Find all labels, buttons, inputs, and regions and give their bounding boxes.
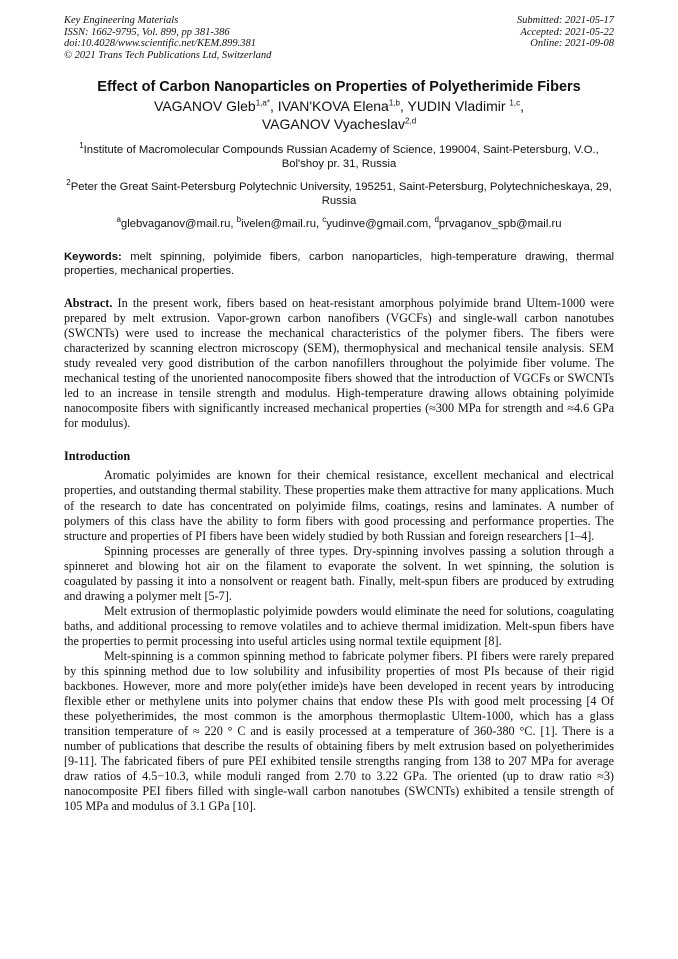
issn-line: ISSN: 1662-9795, Vol. 899, pp 381-386 — [64, 26, 230, 38]
affiliation-2 — [64, 180, 614, 208]
online-date: Online: 2021-09-08 — [530, 38, 614, 49]
doi-line: doi:10.4028/www.scientific.net/KEM.899.381 — [64, 38, 256, 49]
email: glebvaganov@mail.ru, — [120, 218, 237, 230]
author-sup: 2,d — [405, 116, 417, 126]
affiliation-text: Institute of Macromolecular Compounds Russian Academy of Science, 199004, Saint-Petersburg, V.O., Bol'shoy pr. 31, Russia — [83, 144, 599, 170]
email-sup: c — [322, 215, 327, 225]
affiliation-text: Peter the Great Saint-Petersburg Polytechnic University, 195251, Saint-Petersburg, Polytechnicheskaya, 29, Russia — [70, 181, 612, 207]
email-sup: a — [116, 215, 121, 225]
author-sup: 1,a* — [255, 98, 270, 108]
journal-header — [64, 15, 614, 61]
affiliation-sup: 1 — [79, 141, 84, 151]
keywords-text: melt spinning, polyimide fibers, carbon nanoparticles, high-temperature drawing, thermal properties, mechanical properties. — [64, 251, 614, 277]
author-name: IVAN'KOVA Elena — [277, 98, 389, 114]
author-name: VAGANOV Vyacheslav — [261, 116, 406, 132]
intro-paragraph-3: Melt extrusion of thermoplastic polyimide powders would eliminate the need for solutions, coagulating baths, and additional processing to remove volatiles and to achieve thermal imidization. Melt-spun fibers have the properties to permit processing into useful articles using normal textile equipment [8]. — [64, 603, 614, 648]
author-list — [64, 97, 614, 133]
affiliation-1 — [64, 143, 614, 171]
intro-paragraph-4: Melt-spinning is a common spinning method to fabricate polymer fibers. PI fibers were rarely prepared by this spinning method due to low solubility and infusibility properties of most PIs because of their rigid backbones. However, more and more poly(ether imide)s have been developed in recent years by introducing flexible ether or methylene units into polymer chains that endow these PIs with good melt processing [4 Of these polyetherimides, the most common is the amorphous thermoplastic Ultem-1000, which has a glass transition temperature of ≈ 220 ° C and is easily processed at a temperature of 360-380 °C. [1]. There is a number of publications that describe the results of obtaining fibers by melt extrusion based on polyetherimides [9-11]. The fabricated fibers of pure PEI exhibited tensile strengths ranging from 138 to 207 MPa for average draw ratios of 4.5−10.3, while moduli ranged from 2.70 to 3.22 GPa. The oriented (up to draw ratio ≈3) nanocomposite PEI fibers filled with single-wall carbon nanotubes (SWCNTs) exhibited a tensile strength of 105 MPa and modulus of 3.1 GPa [10]. — [64, 648, 614, 814]
email-sup: d — [434, 215, 439, 225]
author-name: YUDIN Vladimir — [407, 98, 510, 114]
paper-page — [64, 15, 614, 815]
abstract-text: In the present work, fibers based on heat-resistant amorphous polyimide brand Ultem-1000 were prepared by melt extrusion. Vapor-grown carbon nanofibers (VGCFs) and single-wall carbon nanotubes (SWCNTs) were used to increase the mechanical characteristics of the polymer fibers. The fibers were characterized by scanning electron microscopy (SEM), thermophysical and mechanical tensile analysis. SEM study revealed very good distribution of the carbon nanofillers throughout the polyimide fiber volume. The mechanical testing of the unoriented nanocomposite fibers showed that the introduction of VGCFs or SWCNTs led to an increase in tensile strength and modulus. High-temperature drawing allows obtaining polyimide nanocomposite fibers with significantly increased mechanical properties (≈300 MPa for strength and ≈4.6 GPa for modulus). — [64, 296, 614, 431]
introduction-heading: Introduction — [64, 449, 131, 464]
submitted-date: Submitted: 2021-05-17 — [516, 15, 614, 26]
affiliation-sup: 2 — [66, 178, 71, 188]
journal-info — [64, 15, 271, 61]
email: ivelen@mail.ru, — [241, 218, 323, 230]
author-line-1: VAGANOV Gleb$^{1,a*}$, IVAN'KOVA Elena$^{1,b}$, YUDIN Vladimir $^{1,c}$, — [154, 98, 524, 114]
author-sup: 1,b — [388, 98, 400, 108]
intro-paragraph-1: Aromatic polyimides are known for their chemical resistance, excellent mechanical and electrical properties, and outstanding thermal stability. These properties make them attractive for many applications. Much of the research to date has concentrated on polyimide films, coatings, resins and laminates. A number of polymers of this class have the ability to form fibers with good processing and performance properties. The structure and properties of PI fibers have been widely studied by both Russian and foreign researchers [1–4]. — [64, 468, 614, 543]
email: prvaganov_spb@mail.ru — [438, 218, 562, 230]
paper-title: Effect of Carbon Nanoparticles on Properties of Polyetherimide Fibers — [97, 79, 581, 95]
publication-dates — [517, 15, 614, 61]
author-line-2 — [64, 115, 614, 133]
accepted-date: Accepted: 2021-05-22 — [520, 26, 614, 38]
keywords — [64, 251, 614, 278]
email: yudinve@gmail.com, — [326, 218, 435, 230]
intro-paragraph-2: Spinning processes are generally of three types. Dry-spinning involves passing a solution through a spinneret and blowing hot air on the filament to evaporate the solvent. In wet spinning, the solution is coagulated by passing it into a nonsolvent or reagent bath. Finally, melt-spun fibers are produced by extruding and drawing a polymer melt [5-7]. — [64, 543, 614, 603]
author-sup: 1,c — [509, 98, 521, 108]
copyright-line: © 2021 Trans Tech Publications Ltd, Switzerland — [64, 49, 272, 61]
abstract-label: Abstract. — [64, 296, 113, 310]
email-sup: b — [236, 215, 242, 225]
author-name: VAGANOV Gleb — [154, 98, 256, 114]
keywords-label: Keywords: — [64, 251, 122, 263]
abstract — [64, 296, 614, 431]
journal-name: Key Engineering Materials — [64, 15, 179, 26]
email-list — [64, 217, 614, 231]
